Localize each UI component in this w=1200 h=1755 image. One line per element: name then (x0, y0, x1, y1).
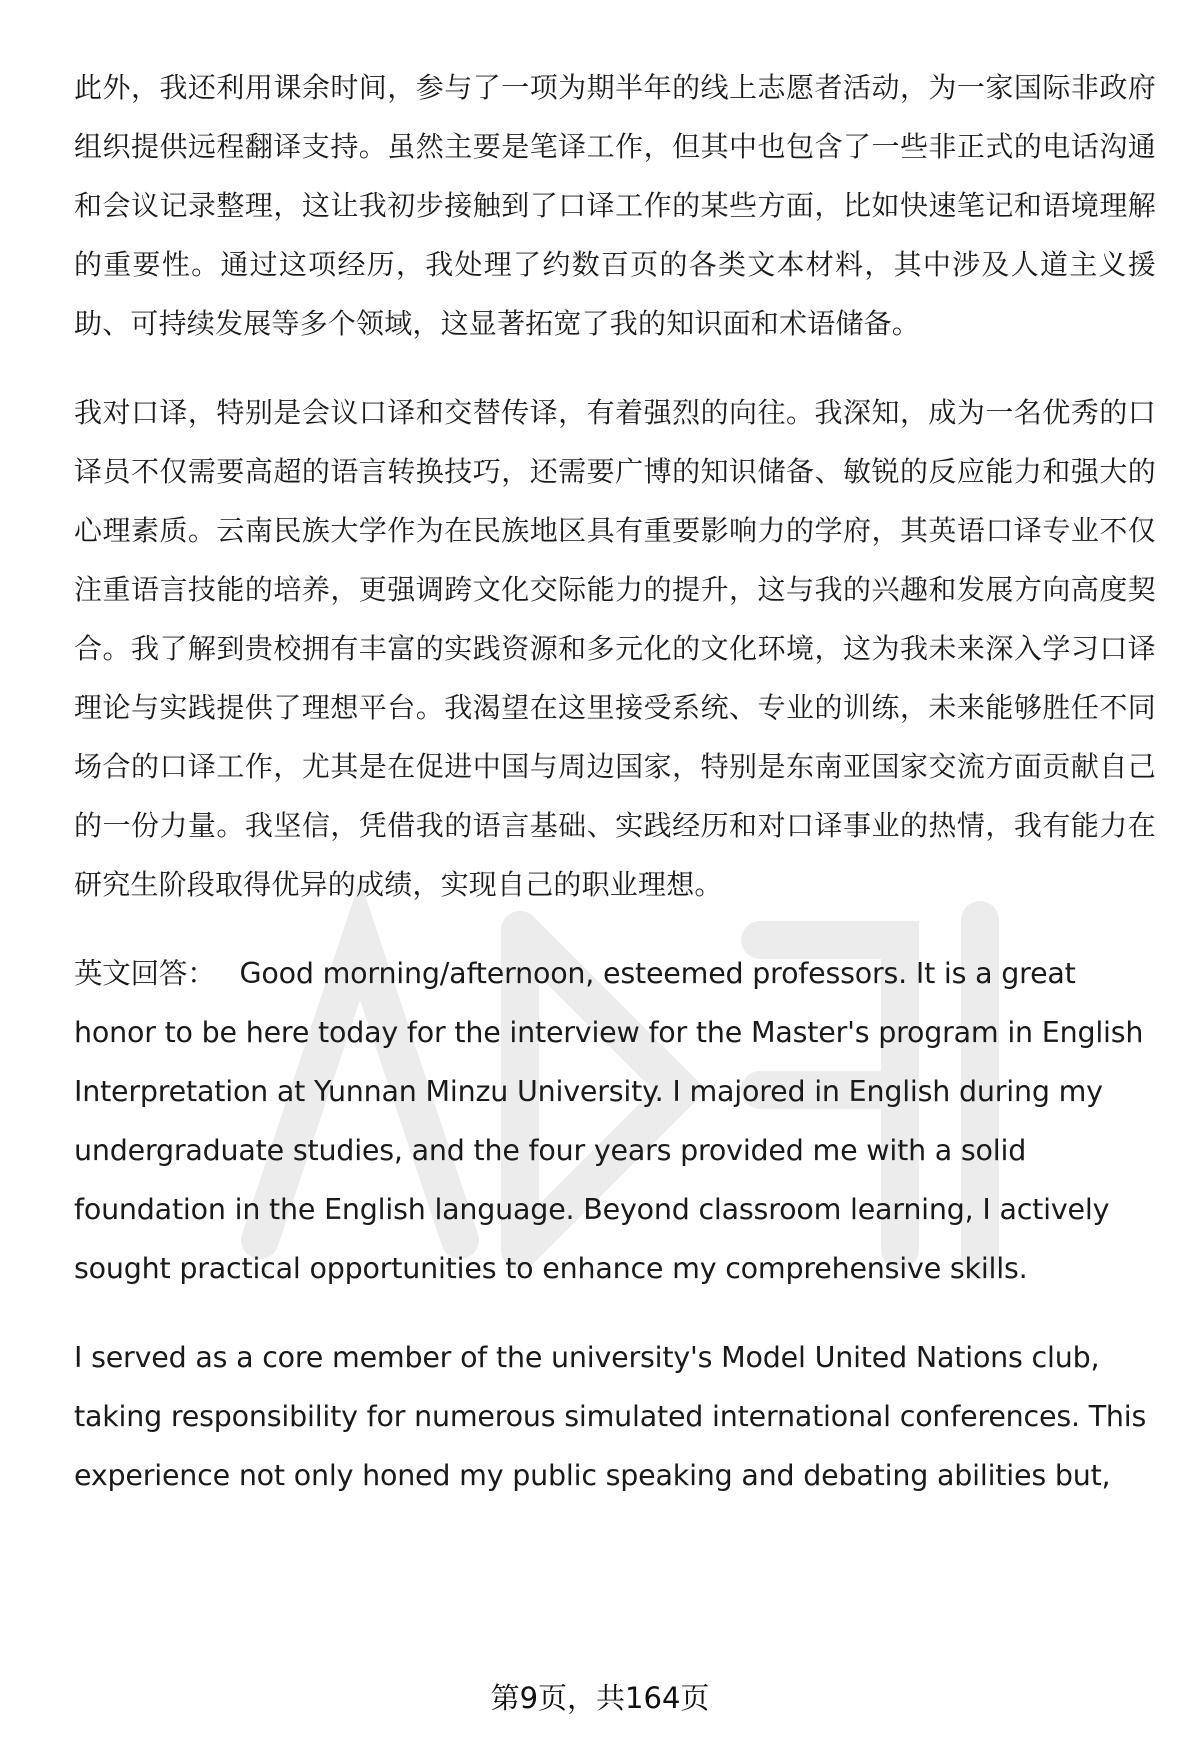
paragraph-volunteer-experience: 此外，我还利用课余时间，参与了一项为期半年的线上志愿者活动，为一家国际非政府组织提供远程翻译支持。虽然主要是笔译工作，但其中也包含了一些非正式的电话沟通和会议记录整理，这让我初步接触到了口译工作的某些方面，比如快速笔记和语境理解的重要性。通过这项经历，我处理了约数百页的各类文本材料，其中涉及人道主义援助、可持续发展等多个领域，这显著拓宽了我的知识面和术语储备。 (74, 71, 1156, 340)
paragraph-model-un: I served as a core member of the university's Model United Nations club, taking responsibility for numerous simulated international conferences. This experience not only honed my public speaking and debating abilities but, (74, 1341, 1147, 1492)
page-number: 第9页，共164页 (490, 1681, 710, 1715)
english-answer-text: Good morning/afternoon, esteemed professors. It is a great honor to be here today for the interview for the Master's program in English Interpretation at Yunnan Minzu University. I majored in English during my undergraduate studies, and the four years provided me with a solid foundation in the English language. Beyond classroom learning, I actively sought practical opportunities to enhance my comprehensive skills. (74, 957, 1144, 1285)
paragraph-english-answer-intro (74, 944, 1156, 1298)
document-body (74, 58, 1156, 1535)
english-answer-label: 英文回答： (74, 957, 216, 990)
paragraph-interpretation-aspiration: 我对口译，特别是会议口译和交替传译，有着强烈的向往。我深知，成为一名优秀的口译员不仅需要高超的语言转换技巧，还需要广博的知识储备、敏锐的反应能力和强大的心理素质。云南民族大学作为在民族地区具有重要影响力的学府，其英语口译专业不仅注重语言技能的培养，更强调跨文化交际能力的提升，这与我的兴趣和发展方向高度契合。我了解到贵校拥有丰富的实践资源和多元化的文化环境，这为我未来深入学习口译理论与实践提供了理想平台。我渴望在这里接受系统、专业的训练，未来能够胜任不同场合的口译工作，尤其是在促进中国与周边国家，特别是东南亚国家交流方面贡献自己的一份力量。我坚信，凭借我的语言基础、实践经历和对口译事业的热情，我有能力在研究生阶段取得优异的成绩，实现自己的职业理想。 (74, 396, 1156, 901)
